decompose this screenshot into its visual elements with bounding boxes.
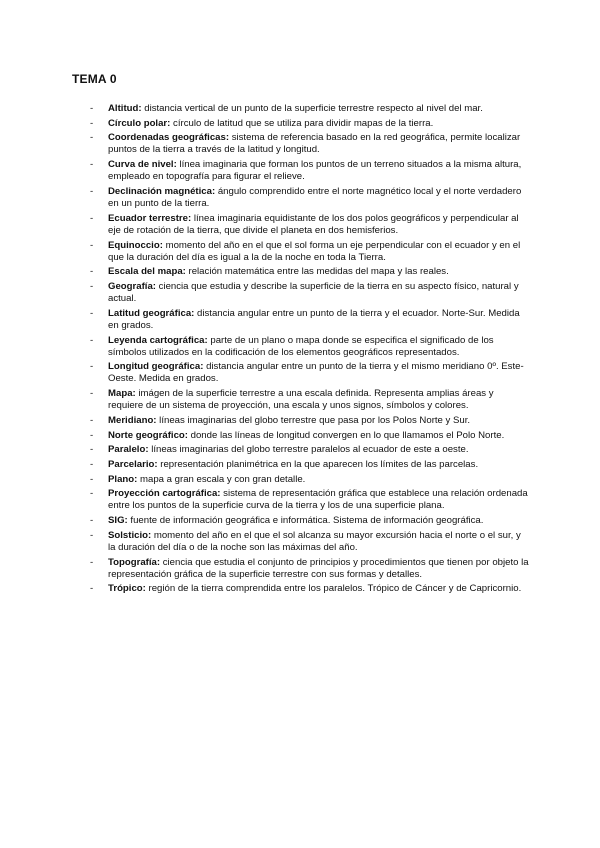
glossary-entry <box>90 308 530 332</box>
glossary-term: Solsticio: <box>108 529 152 541</box>
glossary-definition: círculo de latitud que se utiliza para dividir mapas de la tierra. <box>170 117 434 129</box>
glossary-term: Norte geográfico: <box>108 429 188 441</box>
glossary-term: Declinación magnética: <box>108 185 216 197</box>
glossary-entry <box>90 361 530 385</box>
bullet-dash: - <box>90 280 94 292</box>
glossary-term: Latitud geográfica: <box>108 307 195 319</box>
bullet-dash: - <box>90 334 94 346</box>
glossary-entry <box>90 430 530 442</box>
glossary-entry <box>90 459 530 471</box>
bullet-dash: - <box>90 239 94 251</box>
glossary-term: Geografía: <box>108 280 156 292</box>
glossary-term: Coordenadas geográficas: <box>108 132 230 144</box>
glossary-definition: representación planimétrica en la que aparecen los límites de las parcelas. <box>157 458 479 470</box>
bullet-dash: - <box>90 515 94 527</box>
glossary-term: Escala del mapa: <box>108 266 186 278</box>
glossary-entry <box>90 335 530 359</box>
glossary-entry <box>90 103 530 115</box>
glossary-definition: ángulo comprendido entre el norte magnético local y el norte verdadero en un punto de la tierra. <box>108 185 522 210</box>
glossary-definition: sistema de referencia basado en la red geográfica, permite localizar puntos de la tierra a través de la latitud y longitud. <box>108 132 521 156</box>
bullet-dash: - <box>90 488 94 500</box>
glossary-term: Ecuador terrestre: <box>108 212 192 224</box>
glossary-entry <box>90 281 530 305</box>
glossary-definition: imágen de la superficie terrestre a una escala definida. Representa amplias áreas y requiere de un sistema de proyección, una escala y unos signos, símbolos y colores. <box>108 388 494 412</box>
glossary-term: Meridiano: <box>108 414 157 426</box>
glossary-list <box>90 103 530 598</box>
bullet-dash: - <box>90 458 94 470</box>
bullet-dash: - <box>90 103 94 114</box>
glossary-definition: ciencia que estudia el conjunto de principios y procedimientos que tienen por objeto la representación gráfica de la superficie terrestre con sus formas y detalles. <box>108 556 529 580</box>
glossary-term: Mapa: <box>108 388 136 400</box>
glossary-definition: distancia vertical de un punto de la superficie terrestre respecto al nivel del mar. <box>141 103 483 114</box>
glossary-entry <box>90 530 530 554</box>
bullet-dash: - <box>90 429 94 441</box>
glossary-definition: líneas imaginarias del globo terrestre paralelos al ecuador de este a oeste. <box>148 444 469 456</box>
glossary-definition: momento del año en el que el sol forma un eje perpendicular con el ecuador y en el que la duración del día es igual a la de la noche en toda la Tierra. <box>108 239 521 263</box>
bullet-dash: - <box>90 117 94 129</box>
glossary-term: Parcelario: <box>108 458 158 470</box>
bullet-dash: - <box>90 529 94 541</box>
glossary-term: Leyenda cartográfica: <box>108 334 208 346</box>
bullet-dash: - <box>90 444 94 456</box>
glossary-definition: líneas imaginarias del globo terrestre que pasa por los Polos Norte y Sur. <box>156 414 471 426</box>
bullet-dash: - <box>90 266 94 278</box>
bullet-dash: - <box>90 583 94 595</box>
bullet-dash: - <box>90 212 94 224</box>
glossary-entry <box>90 515 530 527</box>
glossary-definition: distancia angular entre un punto de la tierra y el mismo meridiano 0º. Este-Oeste. Medida en grados. <box>108 361 524 385</box>
bullet-dash: - <box>90 473 94 485</box>
glossary-definition: momento del año en el que el sol alcanza su mayor excursión hacia el norte o el sur, y la duración del día o de la noche son las máximas del año. <box>108 529 521 553</box>
glossary-term: Longitud geográfica: <box>108 361 204 373</box>
glossary-definition: línea imaginaria que forman los puntos de un terreno situados a la misma altura, empleado en topografía para figurar el relieve. <box>108 159 522 183</box>
bullet-dash: - <box>90 556 94 568</box>
glossary-definition: donde las líneas de longitud convergen en lo que llamamos el Polo Norte. <box>187 429 505 441</box>
glossary-entry <box>90 118 530 130</box>
bullet-dash: - <box>90 414 94 426</box>
bullet-dash: - <box>90 307 94 319</box>
glossary-entry <box>90 557 530 581</box>
glossary-term: Equinoccio: <box>108 239 163 251</box>
bullet-dash: - <box>90 361 94 373</box>
glossary-term: Paralelo: <box>108 444 149 456</box>
glossary-definition: ciencia que estudia y describe la superficie de la tierra en su aspecto físico, natural y actual. <box>108 280 519 305</box>
page-title: TEMA 0 <box>72 72 117 86</box>
glossary-entry <box>90 132 530 156</box>
glossary-term: Trópico: <box>108 583 146 595</box>
glossary-definition: línea imaginaria equidistante de los dos polos geográficos y perpendicular al eje de rotación de la tierra, que divide el planeta en dos hemisferios. <box>108 212 519 236</box>
glossary-entry <box>90 186 530 210</box>
glossary-entry <box>90 213 530 237</box>
glossary-definition: distancia angular entre un punto de la tierra y el ecuador. Norte-Sur. Medida en grados. <box>108 307 520 331</box>
bullet-dash: - <box>90 185 94 197</box>
glossary-definition: relación matemática entre las medidas del mapa y las reales. <box>185 266 449 278</box>
glossary-term: Plano: <box>108 473 138 485</box>
glossary-definition: mapa a gran escala y con gran detalle. <box>137 473 306 485</box>
glossary-term: Curva de nivel: <box>108 159 177 171</box>
glossary-entry <box>90 159 530 183</box>
glossary-entry <box>90 415 530 427</box>
bullet-dash: - <box>90 388 94 400</box>
glossary-entry <box>90 474 530 486</box>
glossary-entry <box>90 388 530 412</box>
glossary-definition: parte de un plano o mapa donde se especifica el significado de los símbolos utilizados en la codificación de los elementos geográficos representados. <box>108 334 494 358</box>
glossary-entry <box>90 583 530 595</box>
glossary-term: Topografía: <box>108 556 161 568</box>
glossary-definition: fuente de información geográfica e informática. Sistema de información geográfica. <box>127 515 484 527</box>
glossary-entry <box>90 240 530 264</box>
glossary-term: Proyección cartográfica: <box>108 488 221 500</box>
bullet-dash: - <box>90 159 94 171</box>
glossary-entry <box>90 488 530 512</box>
glossary-term: SIG: <box>108 515 128 527</box>
glossary-term: Altitud: <box>108 103 142 114</box>
glossary-definition: región de la tierra comprendida entre los paralelos. Trópico de Cáncer y de Capricornio. <box>145 583 522 595</box>
glossary-definition: sistema de representación gráfica que establece una relación ordenada entre los puntos de la superficie curva de la tierra y los de una superficie plana. <box>108 488 528 512</box>
bullet-dash: - <box>90 132 94 144</box>
glossary-term: Círculo polar: <box>108 117 171 129</box>
glossary-entry <box>90 444 530 456</box>
glossary-entry <box>90 266 530 278</box>
